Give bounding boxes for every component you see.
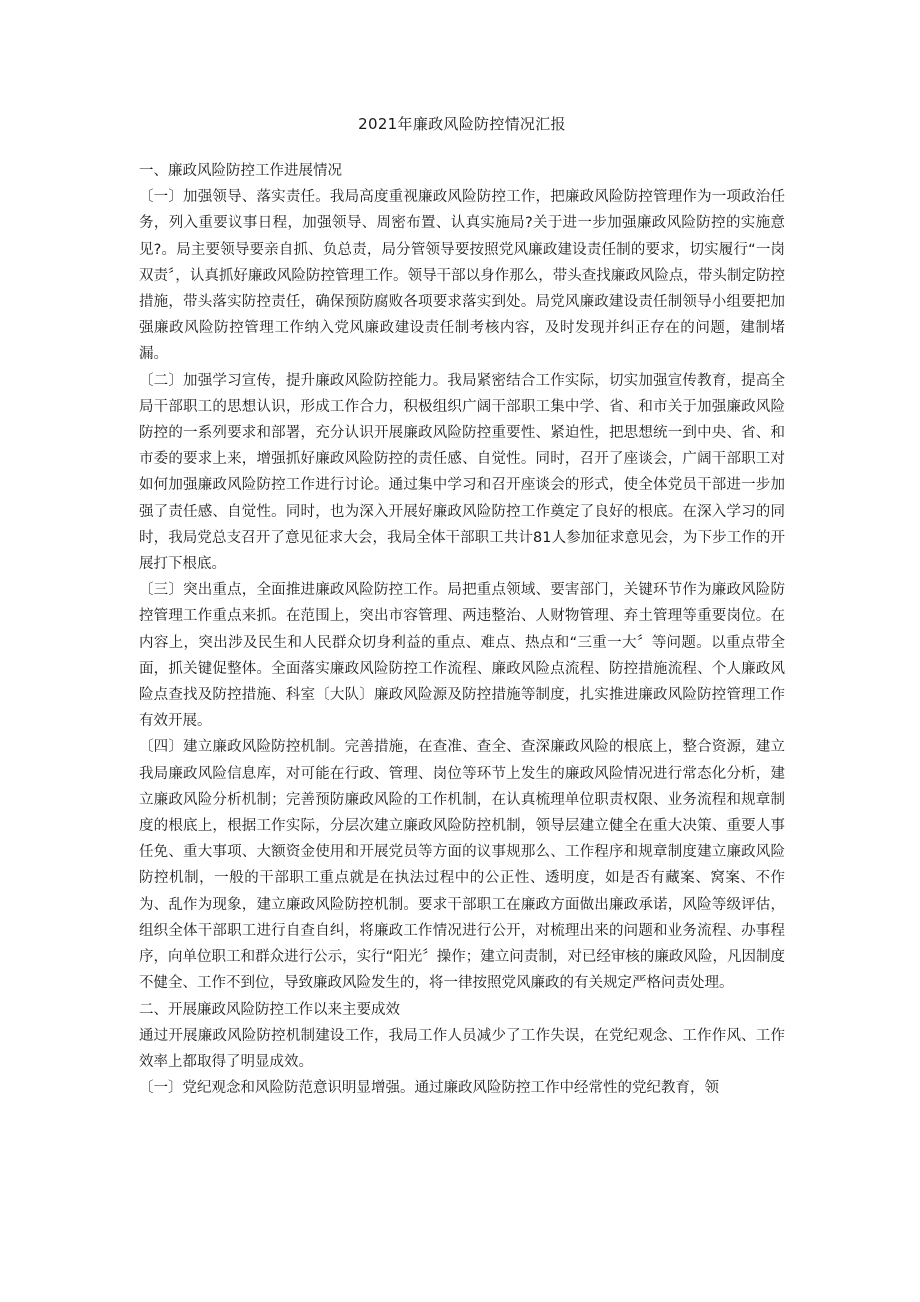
section-heading-2: 二、开展廉政风险防控工作以来主要成效 bbox=[139, 1001, 400, 1018]
paragraph-1-3: 〔三〕突出重点，全面推进廉政风险防控工作。局把重点领域、要害部门，关键环节作为廉政风险防控管理工作重点来抓。在范围上，突出市容管理、两违整治、人财物管理、弃土管理等重要岗位。在内容上，突出涉及民生和人民群众切身利益的重点、难点、热点和“三重一大〞等问题。以重点带全面，抓关键促整体。全面落实廉政风险防控工作流程、廉政风险点流程、防控措施流程、个人廉政风险点查找及防控措施、科室〔大队〕廉政风险源及防控措施等制度，扎实推进廉政风险防控管理工作有效开展。 bbox=[139, 582, 785, 730]
paragraph-1-2: 〔二〕加强学习宣传，提升廉政风险防控能力。我局紧密结合工作实际，切实加强宣传教育，提高全局干部职工的思想认识，形成工作合力，积极组织广阔干部职工集中学、省、和市关于加强廉政风险防控的一系列要求和部署，充分认识开展廉政风险防控重要性、紧迫性，把思想统一到中央、省、和市委的要求上来，增强抓好廉政风险防控的责任感、自觉性。同时，召开了座谈会，广阔干部职工对如何加强廉政风险防控工作进行讨论。通过集中学习和召开座谈会的形式，使全体党员干部进一步加强了责任感、自觉性。同时，也为深入开展好廉政风险防控工作奠定了良好的根底。在深入学习的同时，我局党总支召开了意见征求大会，我局全体干部职工共计81人参加征求意见会，为下步工作的开展打下根底。 bbox=[139, 372, 785, 573]
paragraph-1-1: 〔一〕加强领导、落实责任。我局高度重视廉政风险防控工作，把廉政风险防控管理作为一项政治任务，列入重要议事日程，加强领导、周密布置、认真实施局?关于进一步加强廉政风险防控的实施意见?。局主要领导要亲自抓、负总责，局分管领导要按照党风廉政建设责任制的要求，切实履行“一岗双责〞，认真抓好廉政风险防控管理工作。领导干部以身作那么，带头查找廉政风险点，带头制定防控措施，带头落实防控责任，确保预防腐败各项要求落实到处。局党风廉政建设责任制领导小组要把加强廉政风险防控管理工作纳入党风廉政建设责任制考核内容，及时发现并纠正存在的问题，建制堵漏。 bbox=[139, 189, 785, 363]
document-page bbox=[139, 112, 785, 1101]
paragraph-1-4: 〔四〕建立廉政风险防控机制。完善措施，在查准、查全、查深廉政风险的根底上，整合资源，建立我局廉政风险信息库，对可能在行政、管理、岗位等环节上发生的廉政风险情况进行常态化分析，建立廉政风险分析机制；完善预防廉政风险的工作机制，在认真梳理单位职责权限、业务流程和规章制度的根底上，根据工作实际，分层次建立廉政风险防控机制，领导层建立健全在重大决策、重要人事任免、重大事项、大额资金使用和开展党员等方面的议事规那么、工作程序和规章制度建立廉政风险防控机制，一般的干部职工重点就是在执法过程中的公正性、透明度，如是否有藏案、窝案、不作为、乱作为现象，建立廉政风险防控机制。要求干部职工在廉政方面做出廉政承诺，风险等级评估，组织全体干部职工进行自查自纠，将廉政工作情况进行公开，对梳理出来的问题和业务流程、办事程序，向单位职工和群众进行公示，实行“阳光〞操作；建立问责制，对已经审核的廉政风险，凡因制度不健全、工作不到位，导致廉政风险发生的，将一律按照党风廉政的有关规定严格问责处理。 bbox=[139, 739, 785, 992]
section-heading-1: 一、廉政风险防控工作进展情况 bbox=[139, 163, 342, 179]
paragraph-2-intro: 通过开展廉政风险防控机制建设工作，我局工作人员减少了工作失误，在党纪观念、工作作风、工作效率上都取得了明显成效。 bbox=[139, 1027, 785, 1070]
document-title: 2021年廉政风险防控情况汇报 bbox=[358, 115, 566, 133]
paragraph-2-1: 〔一〕党纪观念和风险防范意识明显增强。通过廉政风险防控工作中经常性的党纪教育，领 bbox=[139, 1080, 719, 1097]
